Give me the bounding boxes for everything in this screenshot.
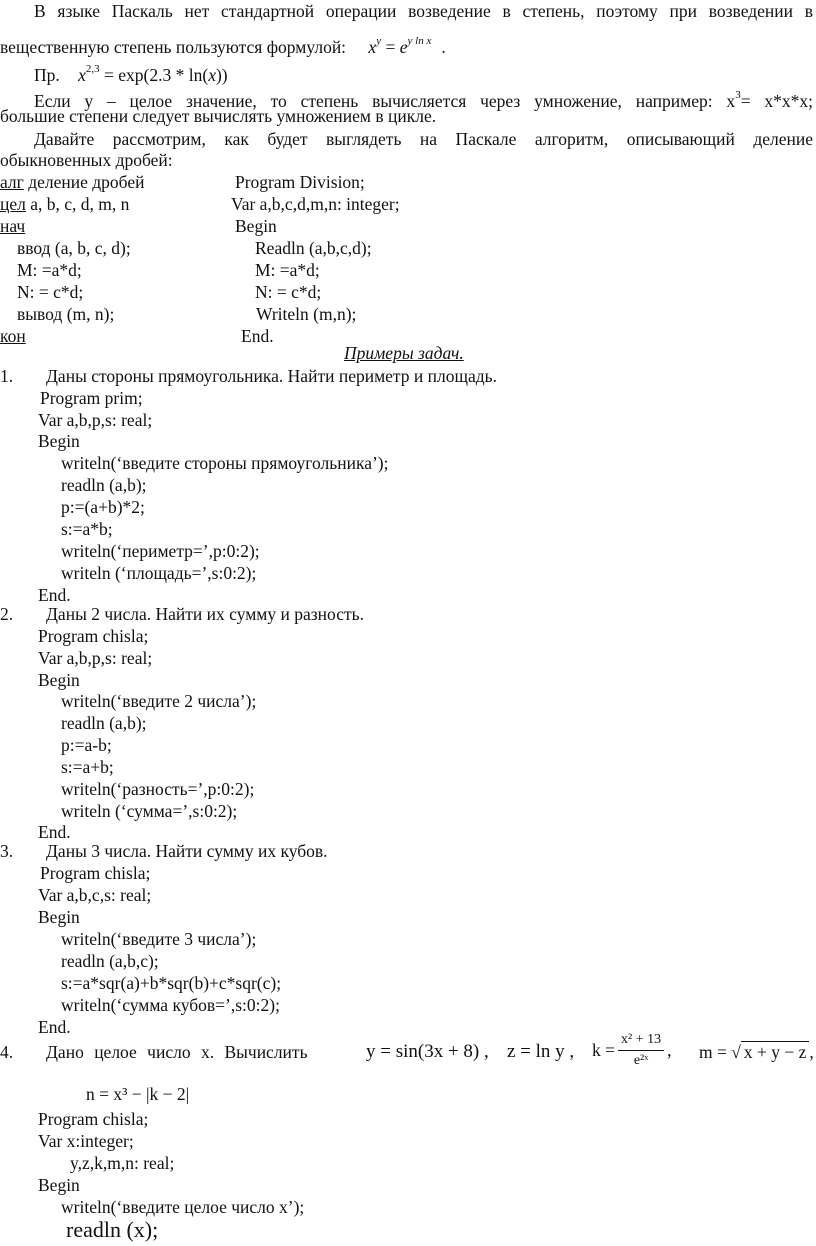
alg-right-line: Writeln (m,n); xyxy=(256,304,357,324)
alg-right-line: Var a,b,c,d,m,n: integer; xyxy=(231,194,400,214)
code-line: writeln(‘введите 3 числа’); xyxy=(61,929,257,949)
code-line: writeln(‘сумма кубов=’,s:0:2); xyxy=(61,995,280,1015)
code-line: s:=a*b; xyxy=(61,519,113,539)
code-line: readln (x); xyxy=(66,1217,159,1242)
intro-line-5: Давайте рассмотрим, как будет выглядеть на Паскале алгоритм, описывающий деление xyxy=(34,129,813,149)
alg-right-line: End. xyxy=(241,326,274,346)
code-line: Begin xyxy=(38,431,80,451)
code-line: p:=a-b; xyxy=(61,735,112,755)
code-line: Var a,b,p,s: real; xyxy=(38,410,153,430)
task-title: 1. Даны стороны прямоугольника. Найти периметр и площадь. xyxy=(0,366,497,386)
intro-line-4: большие степени следует вычислять умножением в цикле. xyxy=(0,106,437,126)
alg-left-line: M: =a*d; xyxy=(17,260,82,280)
code-line: writeln(‘введите стороны прямоугольника’); xyxy=(61,453,389,473)
formula-y: y = sin(3x + 8) , xyxy=(366,1041,489,1062)
formula-n: n = x³ − |k − 2| xyxy=(86,1084,190,1104)
alg-left-line: алг деление дробей xyxy=(0,172,145,192)
code-line: Program chisla; xyxy=(40,863,151,883)
alg-left-line: N: = c*d; xyxy=(17,282,84,302)
examples-heading: Примеры задач. xyxy=(344,343,464,363)
alg-right-line: Begin xyxy=(235,216,277,236)
code-line: writeln(‘периметр=’,p:0:2); xyxy=(61,541,260,561)
code-line: Var a,b,c,s: real; xyxy=(38,885,152,905)
task-title: 4. Дано целое число x. Вычислить xyxy=(0,1042,308,1062)
code-line: Begin xyxy=(38,907,80,927)
formula-k: k = $\frac{\text{x² + 13}}{\text{e²ˣ}}$ , xyxy=(592,1032,672,1068)
alg-left-line: вывод (m, n); xyxy=(17,304,115,324)
example-formula: Пр. $x^{2,3} = \exp(2.3 * \ln(x))$ xyxy=(34,63,228,85)
intro-line-1: В языке Паскаль нет стандартной операции возведение в степень, поэтому при возведении в xyxy=(34,1,813,21)
alg-left-line: нач xyxy=(0,216,26,236)
alg-left-line: цел a, b, c, d, m, n xyxy=(0,194,130,214)
code-line: End. xyxy=(38,585,71,605)
code-line: End. xyxy=(38,822,71,842)
code-line: End. xyxy=(38,1017,71,1037)
alg-left-line: ввод (a, b, c, d); xyxy=(17,238,131,258)
code-line: Var a,b,p,s: real; xyxy=(38,648,153,668)
code-line: readln (a,b,c); xyxy=(61,951,159,971)
code-line: writeln (‘площадь=’,s:0:2); xyxy=(61,563,257,583)
alg-right-line: M: =a*d; xyxy=(255,260,320,280)
intro-line-6: обыкновенных дробей: xyxy=(0,150,173,170)
code-line: readln (a,b); xyxy=(61,713,147,733)
code-line: y,z,k,m,n: real; xyxy=(70,1153,175,1173)
code-line: writeln(‘введите 2 числа’); xyxy=(61,691,257,711)
code-line: Program chisla; xyxy=(38,626,149,646)
task-title: 3. Даны 3 числа. Найти сумму их кубов. xyxy=(0,841,328,861)
task-title: 2. Даны 2 числа. Найти их сумму и разность. xyxy=(0,604,364,624)
formula-z: z = ln y , xyxy=(507,1041,575,1062)
alg-right-line: N: = c*d; xyxy=(255,282,322,302)
code-line: Program prim; xyxy=(40,388,143,408)
code-line: readln (a,b); xyxy=(61,475,147,495)
code-line: s:=a+b; xyxy=(61,757,114,777)
code-line: Program chisla; xyxy=(38,1109,149,1129)
code-line: s:=a*sqr(a)+b*sqr(b)+c*sqr(c); xyxy=(61,973,282,993)
code-line: p:=(a+b)*2; xyxy=(61,497,145,517)
formula-m: m = √ x + y − z , xyxy=(699,1042,814,1062)
code-line: writeln(‘введите целое число x’); xyxy=(61,1197,305,1217)
intro-line-2: вещественную степень пользуются формулой: $x^y = e^{y ln x}$ . xyxy=(0,35,446,57)
code-line: Begin xyxy=(38,670,80,690)
code-line: writeln (‘сумма=’,s:0:2); xyxy=(61,801,238,821)
alg-right-line: Program Division; xyxy=(235,172,365,192)
code-line: Begin xyxy=(38,1175,80,1195)
code-line: Var x:integer; xyxy=(38,1131,134,1151)
code-line: writeln(‘разность=’,p:0:2); xyxy=(61,779,255,799)
alg-right-line: Readln (a,b,c,d); xyxy=(255,238,372,258)
intro-line-3: Если y – целое значение, то степень вычисляется через умножение, например: $x^3= x*x*x$; xyxy=(34,89,814,111)
alg-left-line: кон xyxy=(0,326,26,346)
